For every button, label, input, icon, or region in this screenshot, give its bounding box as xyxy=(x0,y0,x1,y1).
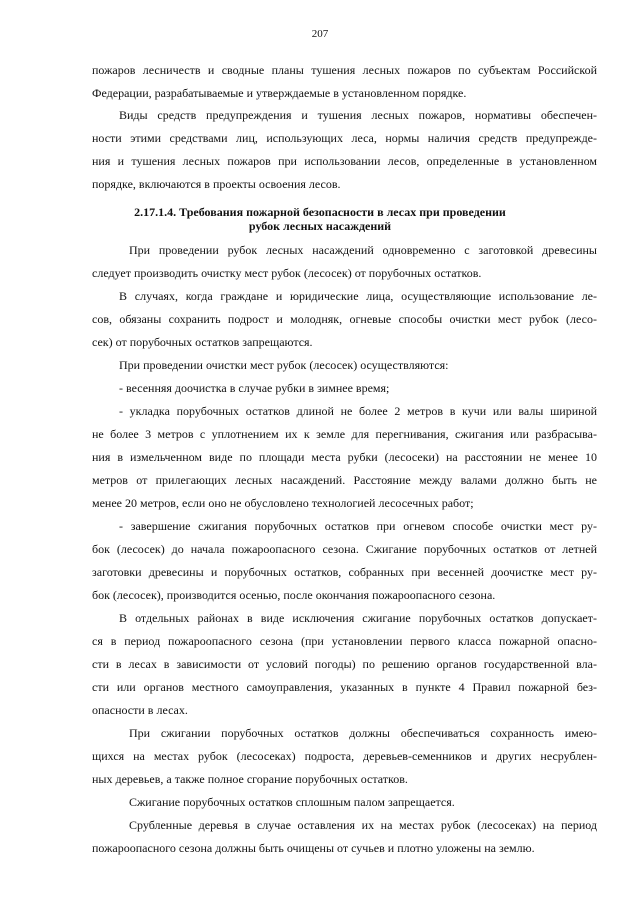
text-line: щихся на местах рубок (лесосеках) подроста, деревьев-семенников и других несрублен- xyxy=(92,749,597,763)
text-line: пожаров лесничеств и сводные планы тушения лесных пожаров по субъектам Российской xyxy=(92,63,597,77)
page-number: 207 xyxy=(311,28,329,40)
text-line: В случаях, когда граждане и юридические лица, осуществляющие использование ле- xyxy=(119,289,597,303)
text-line: бок (лесосек) до начала пожароопасного сезона. Сжигание порубочных остатков от летней xyxy=(92,542,597,556)
section-heading-continued: рубок лесных насаждений xyxy=(248,219,392,233)
text-line: ных деревьев, а также полное сгорание порубочных остатков. xyxy=(92,772,408,786)
text-line: сов, обязаны сохранить подрост и молодняк, огневые способы очистки мест рубок (лесо- xyxy=(92,312,597,326)
text-line: Срубленные деревья в случае оставления их на местах рубок (лесосеках) на период xyxy=(129,818,597,832)
text-line: При проведении рубок лесных насаждений одновременно с заготовкой древесины xyxy=(129,243,597,257)
text-line: При проведении очистки мест рубок (лесосек) осуществляются: xyxy=(119,358,449,372)
text-line: сти в лесах в зависимости от условий погоды) по решению органов государственной вла- xyxy=(92,657,597,671)
text-line: Сжигание порубочных остатков сплошным палом запрещается. xyxy=(129,795,455,809)
text-line: сек) от порубочных остатков запрещаются. xyxy=(92,335,313,349)
text-line: бок (лесосек), производится осенью, после окончания пожароопасного сезона. xyxy=(92,588,496,602)
text-line: В отдельных районах в виде исключения сжигание порубочных остатков допускает- xyxy=(119,611,597,625)
text-line: ния и тушения лесных пожаров при использовании лесов, определенные в установленном xyxy=(92,154,597,168)
text-line: опасности в лесах. xyxy=(92,703,188,717)
text-line: сти или органов местного самоуправления, указанных в пункте 4 Правил пожарной без- xyxy=(92,680,597,694)
text-line: При сжигании порубочных остатков должны обеспечиваться сохранность имею- xyxy=(129,726,597,740)
text-line: Виды средств предупреждения и тушения лесных пожаров, нормативы обеспечен- xyxy=(119,108,597,122)
text-line: пожароопасного сезона должны быть очищены от сучьев и плотно уложены на землю. xyxy=(92,841,535,855)
text-line: менее 20 метров, если оно не обусловлено технологией лесосечных работ; xyxy=(92,496,474,510)
text-line: заготовки древесины и порубочных остатков, собранных при весенней доочистке мест ру- xyxy=(92,565,597,579)
text-line: ния в измельченном виде по площади места рубки (лесосеки) на расстоянии не менее 10 xyxy=(92,450,597,464)
text-line: ся в период пожароопасного сезона (при установлении первого класса пожарной опасно- xyxy=(92,634,597,648)
text-line: ности этими средствами лиц, использующих леса, нормы наличия средств предупрежде- xyxy=(92,131,597,145)
text-line: метров от прилегающих лесных насаждений. Расстояние между валами должно быть не xyxy=(92,473,597,487)
section-heading: 2.17.1.4. Требования пожарной безопасности в лесах при проведении xyxy=(134,205,506,219)
text-line: не более 3 метров с уплотнением их к земле для перегнивания, сжигания или разбрасыва- xyxy=(92,427,597,441)
text-line: Федерации, разрабатываемые и утверждаемые в установленном порядке. xyxy=(92,86,467,100)
list-item: - укладка порубочных остатков длиной не более 2 метров в кучи или валы шириной xyxy=(119,404,597,418)
list-item: - весенняя доочистка в случае рубки в зимнее время; xyxy=(119,381,390,395)
text-line: порядке, включаются в проекты освоения лесов. xyxy=(92,177,341,191)
list-item: - завершение сжигания порубочных остатков при огневом способе очистки мест ру- xyxy=(119,519,597,533)
text-line: следует производить очистку мест рубок (лесосек) от порубочных остатков. xyxy=(92,266,482,280)
